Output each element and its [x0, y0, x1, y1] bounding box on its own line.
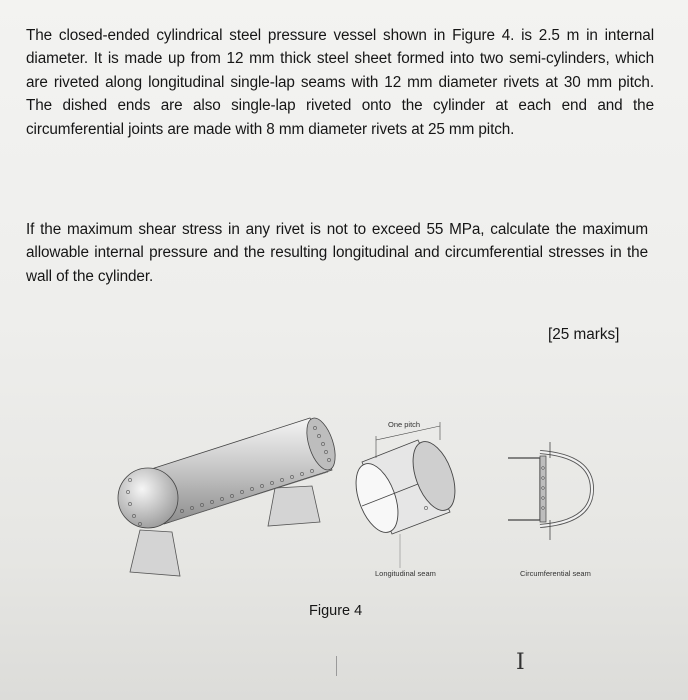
- marks-label: [25 marks]: [548, 326, 620, 343]
- longitudinal-seam-ring: [348, 422, 463, 568]
- text-cursor-icon: I: [516, 650, 525, 675]
- circumferential-seam-label: Circumferential seam: [520, 569, 591, 578]
- longitudinal-seam-label: Longitudinal seam: [375, 569, 436, 578]
- text-caret: [336, 656, 337, 676]
- one-pitch-label: One pitch: [388, 420, 421, 429]
- problem-paragraph-2: If the maximum shear stress in any rivet is not to exceed 55 MPa, calculate the maximum allowable internal pressure and the resulting longitudinal and circumferential stresses in the wall of the cylinder.: [26, 221, 648, 285]
- figure-caption: Figure 4: [309, 603, 363, 619]
- circumferential-seam: [508, 442, 592, 540]
- problem-paragraph-1: The closed-ended cylindrical steel pressure vessel shown in Figure 4. is 2.5 m in internal diameter. It is made up from 12 mm thick steel sheet formed into two semi-cylinders, which are riveted along longitudinal single-lap seams with 12 mm diameter rivets at 30 mm pitch. The dished ends are also single-lap riveted onto the cylinder at each end and the circumferential joints are made with 8 mm diameter rivets at 25 mm pitch.: [26, 27, 654, 138]
- pressure-vessel-figure: [100, 400, 620, 600]
- vessel-dished-end: [118, 468, 178, 528]
